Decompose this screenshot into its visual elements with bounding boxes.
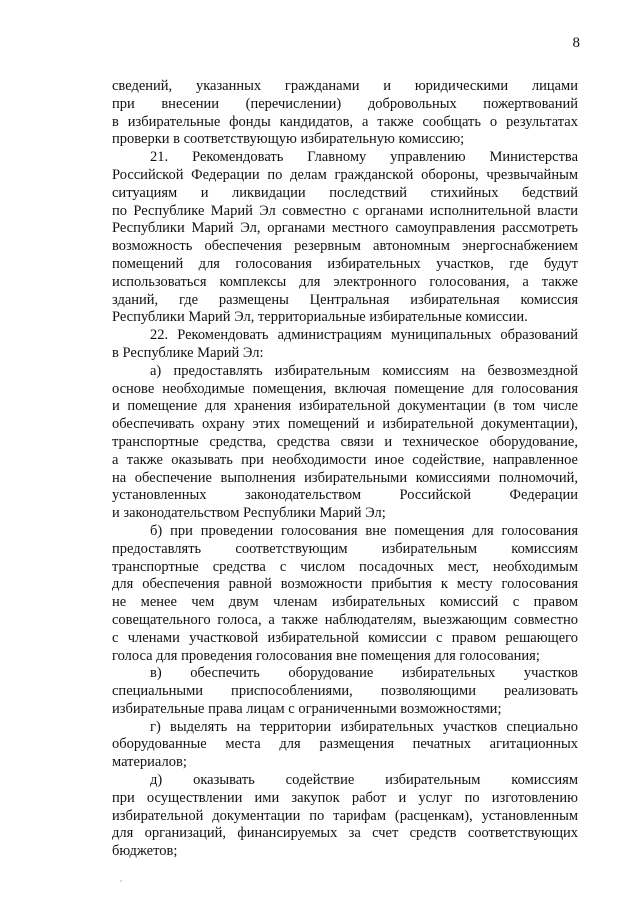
- text-line: г) выделять на территории избирательных участков специально: [150, 718, 578, 735]
- text-line: при осуществлении ими закупок работ и услуг по изготовлению: [112, 789, 578, 806]
- text-line: на обеспечение выполнения избирательными комиссиями полномочий,: [112, 469, 578, 486]
- text-line: сведений, указанных гражданами и юридическими лицами: [112, 78, 578, 94]
- paragraph-22g: [112, 719, 578, 772]
- document-body: [112, 78, 578, 861]
- text-line: предоставлять соответствующим избирательным комиссиям: [112, 540, 578, 557]
- text-line: в избирательные фонды кандидатов, а также сообщать о результатах: [112, 113, 578, 130]
- text-line: возможность обеспечения резервным автономным энергоснабжением: [112, 238, 578, 255]
- paragraph-22b: [112, 523, 578, 665]
- paragraph-22: [112, 327, 578, 363]
- paragraph-21: [112, 149, 578, 327]
- page-number: 8: [572, 35, 580, 51]
- paragraph-22v: [112, 665, 578, 718]
- text-line: для обеспечения равной возможности прибытия к месту голосования: [112, 576, 578, 593]
- text-line: а) предоставлять избирательным комиссиям на безвозмездной: [150, 362, 578, 379]
- text-line: при внесении (перечислении) добровольных пожертвований: [112, 95, 578, 112]
- paragraph-22d: [112, 772, 578, 861]
- text-line: специальными приспособлениями, позволяющими реализовать: [112, 683, 578, 700]
- text-line: основе необходимые помещения, включая помещение для голосования: [112, 380, 578, 397]
- text-line: транспортные средства с числом посадочных мест, необходимым: [112, 558, 578, 575]
- text-line: транспортные средства, средства связи и техническое оборудование,: [112, 433, 578, 450]
- text-line: обеспечивать охрану этих помещений и избирательной документации),: [112, 416, 578, 433]
- text-line: а также оказывать при необходимости иное содействие, направленное: [112, 451, 578, 468]
- text-line: не менее чем двум членам избирательных комиссий с правом: [112, 594, 578, 611]
- scan-speck: [120, 880, 122, 882]
- text-line: и помещение для хранения избирательной документации (в том числе: [112, 398, 578, 415]
- text-line: б) при проведении голосования вне помещения для голосования: [150, 522, 578, 539]
- text-line: оборудованные места для размещения печатных агитационных: [112, 736, 578, 753]
- text-line: для организаций, финансируемых за счет средств соответствующих: [112, 825, 578, 842]
- text-line: 22. Рекомендовать администрациям муниципальных образований: [150, 327, 578, 344]
- text-line: помещений для голосования избирательных участков, где будут: [112, 255, 578, 272]
- text-line: проверки в соответствующую избирательную комиссию;: [112, 131, 465, 148]
- text-line: бюджетов;: [112, 843, 178, 860]
- text-line: в) обеспечить оборудование избирательных участков: [150, 665, 578, 682]
- text-line: голоса для проведения голосования вне помещения для голосования;: [112, 647, 540, 664]
- text-line: 21. Рекомендовать Главному управлению Министерства: [150, 149, 578, 166]
- text-line: Республики Марий Эл, органами местного самоуправления рассмотреть: [112, 220, 578, 237]
- text-line: д) оказывать содействие избирательным комиссиям: [150, 772, 578, 789]
- text-line: установленных законодательством Российской Федерации: [112, 487, 578, 504]
- text-line: Республики Марий Эл, территориальные избирательные комиссии.: [112, 309, 528, 326]
- paragraph-22a: [112, 363, 578, 523]
- text-line: избирательной документации по тарифам (расценкам), установленным: [112, 807, 578, 824]
- text-line: избирательные права лицам с ограниченными возможностями;: [112, 700, 502, 717]
- text-line: зданий, где размещены Центральная избирательная комиссия: [112, 291, 578, 308]
- text-line: с членами участковой избирательной комиссии с правом решающего: [112, 629, 578, 646]
- text-line: использоваться комплексы для электронного голосования, а также: [112, 273, 578, 290]
- text-line: ситуациям и ликвидации последствий стихийных бедствий: [112, 184, 578, 201]
- text-line: в Республике Марий Эл:: [112, 344, 264, 361]
- text-line: и законодательством Республики Марий Эл;: [112, 505, 386, 522]
- text-line: совещательного голоса, а также наблюдателям, выезжающим совместно: [112, 611, 578, 628]
- text-line: по Республике Марий Эл совместно с органами исполнительной власти: [112, 202, 578, 219]
- text-line: материалов;: [112, 754, 187, 771]
- text-line: Российской Федерации по делам гражданской обороны, чрезвычайным: [112, 166, 578, 183]
- paragraph-continuation: [112, 78, 578, 149]
